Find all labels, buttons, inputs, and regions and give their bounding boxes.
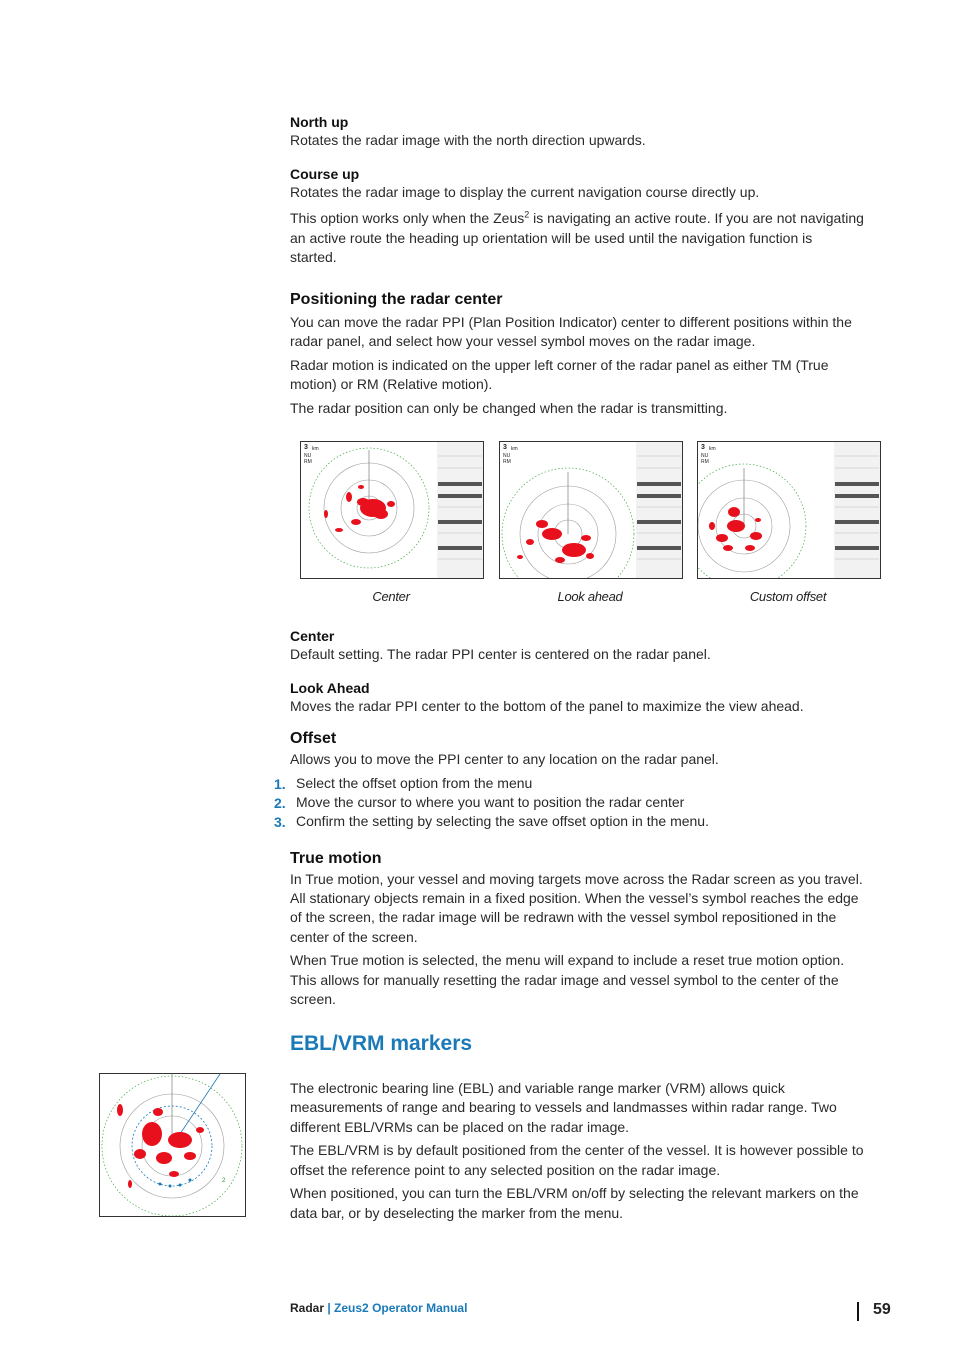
north-up-heading: North up [290,114,349,130]
step-number: 3. [274,814,286,830]
positioning-p2-line1: Radar motion is indicated on the upper left corner of the radar panel as either TM (True [290,357,829,373]
radar-figure-look-ahead [499,441,683,579]
ebl-p3-line: data bar, or by deselecting the marker from the menu. [290,1205,624,1221]
center-body: Default setting. The radar PPI center is centered on the radar panel. [290,646,711,662]
motion-label: RM [503,459,511,465]
radar-look-ahead-svg [500,442,682,578]
course-up-note-line1: This option works only when the Zeus$^2$ is navigating an active route. If you are not navigating [290,209,864,226]
positioning-p1-line1: You can move the radar PPI (Plan Position Indicator) center to different positions within the [290,314,852,330]
ebl-vrm-radar-svg [100,1074,245,1216]
offset-heading: Offset [290,730,337,747]
true-motion-p2-line: When True motion is selected, the menu will expand to include a reset true motion option. [290,952,845,968]
caption-center: Center [372,589,410,604]
footer-divider [857,1302,859,1321]
true-motion-p1-line: of the screen, the radar image will be redrawn with the vessel symbol repositioned in the [290,909,837,925]
course-up-body: Rotates the radar image to display the current navigation course directly up. [290,184,760,200]
caption-look-ahead: Look ahead [557,589,623,604]
look-ahead-heading: Look Ahead [290,680,370,696]
footer-label [290,1301,467,1315]
step-number: 1. [274,776,286,792]
radar-custom-offset-svg [698,442,880,578]
footer-manual-title: Zeus2 Operator Manual [334,1301,468,1315]
step-text: Confirm the setting by selecting the save offset option in the menu. [296,813,709,829]
step-text: Move the cursor to where you want to position the radar center [296,794,685,810]
range-unit: km [709,446,716,452]
true-motion-heading: True motion [290,850,382,867]
motion-label: RM [701,459,709,465]
true-motion-p2-line: This allows for manually resetting the radar image and vessel symbol to the center of the [290,972,839,988]
look-ahead-body: Moves the radar PPI center to the bottom of the panel to maximize the view ahead. [290,698,804,714]
range-value: 3 [701,444,705,451]
positioning-p3: The radar position can only be changed when the radar is transmitting. [290,400,728,416]
ebl-vrm-heading: EBL/VRM markers [290,1032,473,1055]
positioning-heading: Positioning the radar center [290,291,503,308]
radar-figure-custom-offset [697,441,881,579]
footer-section: Radar [290,1301,325,1315]
range-unit: km [511,446,518,452]
ebl-p1-line: measurements of range and bearing to vessels and landmasses within radar range. Two [290,1099,837,1115]
footer-separator: | [324,1301,335,1315]
range-value: 3 [304,444,308,451]
ebl-p2-line: The EBL/VRM is by default positioned from the center of the vessel. It is however possible to [290,1142,864,1158]
page-number: 59 [873,1301,891,1318]
ebl-vrm-figure [99,1073,246,1217]
true-motion-p1-line: All stationary objects remain in a fixed position. When the vessel’s symbol reaches the edge [290,890,859,906]
center-heading: Center [290,628,335,644]
ebl-p1-line: The electronic bearing line (EBL) and variable range marker (VRM) allows quick [290,1080,785,1096]
ebl-marker-number: 2 [222,1178,226,1184]
ebl-p1-line: different EBL/VRMs can be placed on the radar image. [290,1119,630,1135]
range-value: 3 [503,444,507,451]
offset-body: Allows you to move the PPI center to any location on the radar panel. [290,751,719,767]
step-number: 2. [274,795,286,811]
course-up-note-line3: started. [290,249,337,265]
ebl-p3-line: When positioned, you can turn the EBL/VRM on/off by selecting the relevant markers on the [290,1185,859,1201]
step-text: Select the offset option from the menu [296,775,533,791]
true-motion-p1-line: center of the screen. [290,929,418,945]
orientation-label: NU [503,453,511,459]
ebl-p2-line: offset the reference point to any selected position on the radar image. [290,1162,721,1178]
positioning-p2-line2: motion) or RM (Relative motion). [290,376,493,392]
course-up-note-line2: an active route the heading up orientation will be used until the navigation function is [290,230,813,246]
orientation-label: NU [701,453,709,459]
true-motion-p1-line: In True motion, your vessel and moving targets move across the Radar screen as you travel. [290,871,863,887]
range-unit: km [312,446,319,452]
caption-custom-offset: Custom offset [749,589,827,604]
true-motion-p2-line: screen. [290,991,336,1007]
north-up-body: Rotates the radar image with the north direction upwards. [290,132,646,148]
orientation-label: NU [304,453,312,459]
radar-figure-center [300,441,484,579]
motion-label: RM [304,459,312,465]
radar-center-svg [301,442,483,578]
course-up-heading: Course up [290,166,360,182]
positioning-p1-line2: radar panel, and select how your vessel symbol moves on the radar image. [290,333,756,349]
